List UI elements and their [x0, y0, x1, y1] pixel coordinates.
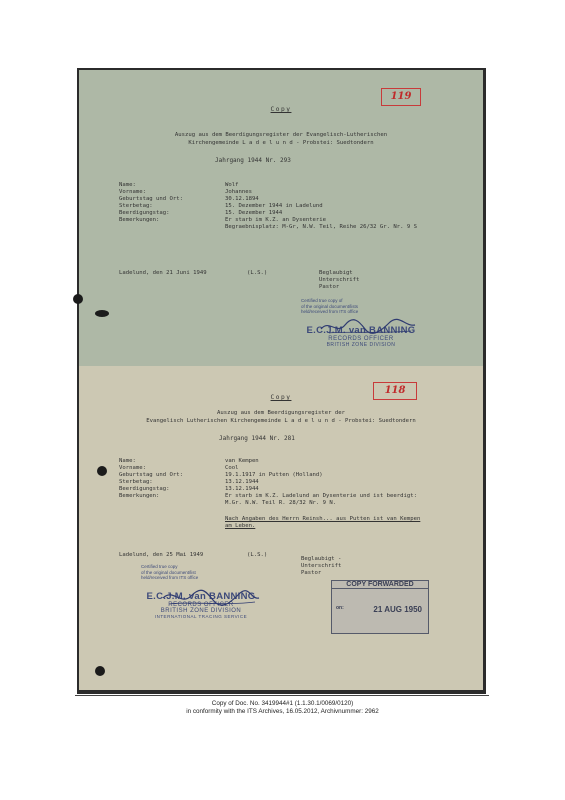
field-label: Bemerkungen: [119, 217, 160, 223]
signature-label: Unterschrift [319, 277, 360, 283]
field-value: Er starb im K.Z. an Dysenterie [225, 217, 327, 223]
field-label: Bemerkungen: [119, 493, 160, 499]
footer-rule [75, 695, 489, 696]
signature-label: Unterschrift [301, 563, 342, 569]
punch-hole [97, 466, 107, 476]
place-date: Ladelund, den 25 Mai 1949 [119, 552, 204, 558]
field-label: Sterbetag: [119, 479, 153, 485]
officer-name: E.C.J.M. van BANNING [146, 590, 256, 602]
forwarded-date: 21 AUG 1950 [373, 605, 422, 614]
document-1 [79, 70, 483, 370]
field-label: Beerdigungstag: [119, 210, 170, 216]
field-label: Beerdigungstag: [119, 486, 170, 492]
certification-label: Beglaubigt [319, 270, 353, 276]
officer-division: BRITISH ZONE DIVISION [326, 341, 396, 348]
field-label: Sterbetag: [119, 203, 153, 209]
handwritten-signature [161, 588, 261, 608]
register-year-number: Jahrgang 1944 Nr. 281 [219, 435, 295, 442]
copy-forwarded-stamp [331, 580, 429, 634]
note-line: am Leben. [225, 523, 256, 529]
remark-burial-place: M.Gr. N.W. Teil R. 28/32 Nr. 9 N. [225, 500, 337, 506]
field-value: van Kempen [225, 458, 259, 464]
certified-line: of the original document/lists [301, 303, 359, 309]
document-2 [79, 366, 483, 690]
field-value: Johannes [225, 189, 252, 195]
pastor-label: Pastor [319, 284, 340, 290]
field-value: 13.12.1944 [225, 486, 259, 492]
seal-mark: (L.S.) [247, 552, 268, 558]
register-header-line2: Evangelisch Lutherischen Kirchengemeinde L a d e l u n d - Probstei: Suedtondern [146, 418, 416, 424]
note-line: Nach Angaben des Herrn Reinsh... aus Putten ist van Kempen [225, 516, 421, 522]
field-label: Vorname: [119, 189, 146, 195]
forwarded-on-label: on: [336, 605, 344, 611]
scanned-documents [77, 68, 486, 694]
pastor-label: Pastor [301, 570, 322, 576]
punch-hole [95, 310, 109, 317]
handwritten-signature [319, 317, 419, 337]
copy-forwarded-title: COPY FORWARDED [332, 581, 428, 589]
officer-title: RECORDS OFFICER [328, 335, 394, 342]
field-label: Vorname: [119, 465, 146, 471]
field-label: Name: [119, 458, 136, 464]
officer-organization: INTERNATIONAL TRACING SERVICE [154, 613, 248, 619]
officer-name: E.C.J.M. van BANNING [306, 324, 416, 336]
archive-number-stamp: 118 [373, 382, 417, 400]
certified-line: of the original document/list [141, 569, 196, 575]
register-year-number: Jahrgang 1944 Nr. 293 [215, 157, 291, 164]
field-value: Cool [225, 465, 239, 471]
certification-label: Beglaubigt - [301, 556, 342, 562]
document-title: Copy [270, 106, 292, 113]
certified-line: held/received from ITS office [301, 309, 359, 314]
register-header-line1: Auszug aus dem Beerdigungsregister der [217, 410, 345, 416]
officer-division: BRITISH ZONE DIVISION [160, 607, 242, 614]
field-label: Name: [119, 182, 136, 188]
archive-number-stamp: 119 [381, 88, 421, 106]
certified-line: Certified true copy [141, 564, 178, 569]
punch-hole [95, 666, 105, 676]
certified-line: Certified true copy of [301, 298, 343, 303]
register-header-line1: Auszug aus dem Beerdigungsregister der Evangelisch-Lutherischen [174, 132, 388, 138]
register-header-line2: Kirchengemeinde L a d e l u n d - Probstei: Suedtondern [188, 140, 374, 146]
remark-burial-place: Begraebnisplatz: M-Gr, N.W. Teil, Reihe 26/32 Gr. Nr. 9 S [225, 224, 417, 230]
officer-title: RECORDS OFFICER [168, 601, 234, 608]
place-date: Ladelund, den 21 Juni 1949 [119, 270, 207, 276]
certified-line: held/received from ITS office [141, 575, 199, 580]
field-value: 19.1.1917 in Putten (Holland) [225, 472, 323, 478]
field-value: Er starb im K.Z. Ladelund an Dysenterie und ist beerdigt: [225, 493, 417, 499]
field-value: 15. Dezember 1944 [225, 210, 283, 216]
punch-hole [73, 294, 83, 304]
field-value: 15. Dezember 1944 in Ladelund [225, 203, 323, 209]
archive-footer-line2: in conformity with the ITS Archives, 16.05.2012, Archivnummer: 2962 [186, 708, 379, 715]
document-title: Copy [270, 394, 292, 401]
field-value: 30.12.1894 [225, 196, 259, 202]
field-label: Geburtstag und Ort: [119, 472, 183, 478]
field-label: Geburtstag und Ort: [119, 196, 183, 202]
field-value: 13.12.1944 [225, 479, 259, 485]
seal-mark: (L.S.) [247, 270, 268, 276]
archive-footer-line1: Copy of Doc. No. 3419944#1 (1.1.30.1/0069/0120) [211, 700, 354, 707]
field-value: Wolf [225, 182, 239, 188]
